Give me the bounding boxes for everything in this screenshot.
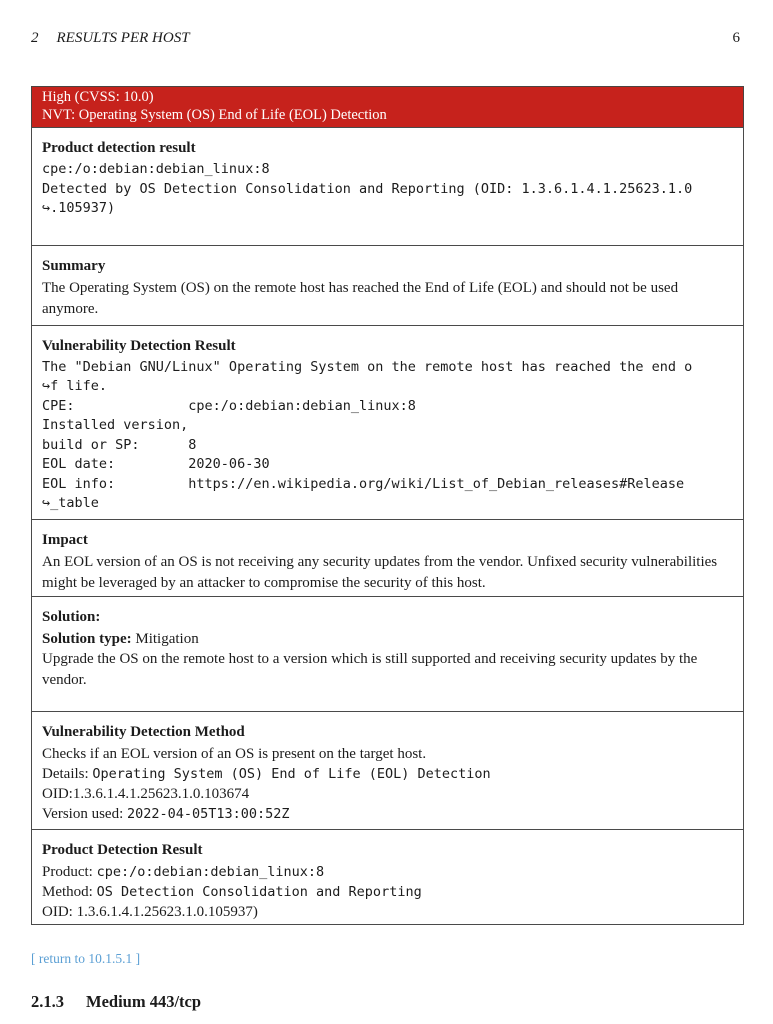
mono-line: cpe:/o:debian:debian_linux:8 — [42, 161, 270, 177]
section-title: Vulnerability Detection Method — [42, 723, 245, 740]
section-impact — [31, 519, 744, 597]
section-summary — [31, 245, 744, 326]
banner-nvt-title: NVT: Operating System (OS) End of Life (EOL) Detection — [42, 107, 387, 123]
page-number: 6 — [732, 30, 740, 46]
method-version-line — [42, 804, 733, 824]
section-title: Vulnerability Detection Result — [42, 337, 236, 354]
mono-line: Detected by OS Detection Consolidation and Reporting (OID: 1.3.6.1.4.1.25623.1.0 — [42, 180, 693, 197]
method-details-line — [42, 764, 733, 784]
section-title: Solution: — [42, 608, 101, 625]
section-vulnerability-detection-method — [31, 711, 744, 830]
mono-line: Installed version, — [42, 417, 189, 433]
severity-banner — [31, 86, 744, 128]
solution-type-label: Solution type: — [42, 630, 132, 647]
product-line — [42, 862, 733, 882]
version-value: 2022-04-05T13:00:52Z — [127, 805, 290, 822]
page-header — [31, 30, 744, 48]
subsection-number: 2.1.3 — [31, 991, 64, 1011]
details-value: Operating System (OS) End of Life (EOL) Detection — [92, 765, 491, 782]
mono-line: ↪.105937) — [42, 200, 116, 216]
product-value: cpe:/o:debian:debian_linux:8 — [96, 863, 325, 880]
section-product-detection — [31, 127, 744, 246]
version-label: Version used: — [42, 805, 124, 822]
section-product-detection-result — [31, 829, 744, 925]
method-description: Checks if an EOL version of an OS is present on the target host. — [42, 745, 427, 762]
summary-text: The Operating System (OS) on the remote host has reached the End of Life (EOL) and should not be used anymore. — [42, 279, 679, 317]
method-label: Method: — [42, 883, 93, 900]
chapter-title: RESULTS PER HOST — [56, 30, 190, 46]
section-solution — [31, 596, 744, 712]
mono-line: ↪_table — [42, 495, 99, 511]
subsection-heading — [31, 992, 744, 1012]
banner-severity-label: High (CVSS: 10.0) — [42, 89, 154, 105]
section-vulnerability-detection-result — [31, 325, 744, 520]
solution-text: Upgrade the OS on the remote host to a version which is still supported and receiving security updates by the vendor. — [42, 650, 698, 688]
solution-type-line — [42, 629, 733, 649]
section-title: Product Detection Result — [42, 841, 203, 858]
chapter-header — [31, 30, 190, 47]
mono-line: CPE: cpe:/o:debian:debian_linux:8 — [42, 397, 416, 414]
result-oid-line: OID: 1.3.6.1.4.1.25623.1.0.105937) — [42, 903, 258, 920]
method-line — [42, 882, 733, 902]
subsection-title: Medium 443/tcp — [86, 991, 202, 1011]
chapter-number: 2 — [31, 30, 39, 46]
details-label: Details: — [42, 765, 89, 782]
section-title: Impact — [42, 531, 88, 548]
product-label: Product: — [42, 863, 93, 880]
mono-line: The "Debian GNU/Linux" Operating System on the remote host has reached the end o — [42, 358, 693, 375]
mono-line: EOL date: 2020-06-30 — [42, 456, 270, 472]
section-title: Product detection result — [42, 140, 196, 156]
mono-line: build or SP: 8 — [42, 436, 197, 453]
return-link[interactable]: [ return to 10.1.5.1 ] — [31, 950, 141, 966]
method-value: OS Detection Consolidation and Reporting — [96, 883, 422, 900]
result-sections — [31, 127, 744, 925]
section-title: Summary — [42, 257, 106, 274]
solution-type-value: Mitigation — [135, 630, 199, 647]
mono-line: ↪f life. — [42, 378, 108, 394]
mono-line: EOL info: https://en.wikipedia.org/wiki/List_of_Debian_releases#Release — [42, 475, 685, 492]
impact-text: An EOL version of an OS is not receiving any security updates from the vendor. Unfixed security vulnerabilities might be leveraged by an attacker to compromise the security of this host. — [42, 553, 718, 591]
method-oid-line: OID:1.3.6.1.4.1.25623.1.0.103674 — [42, 785, 250, 802]
